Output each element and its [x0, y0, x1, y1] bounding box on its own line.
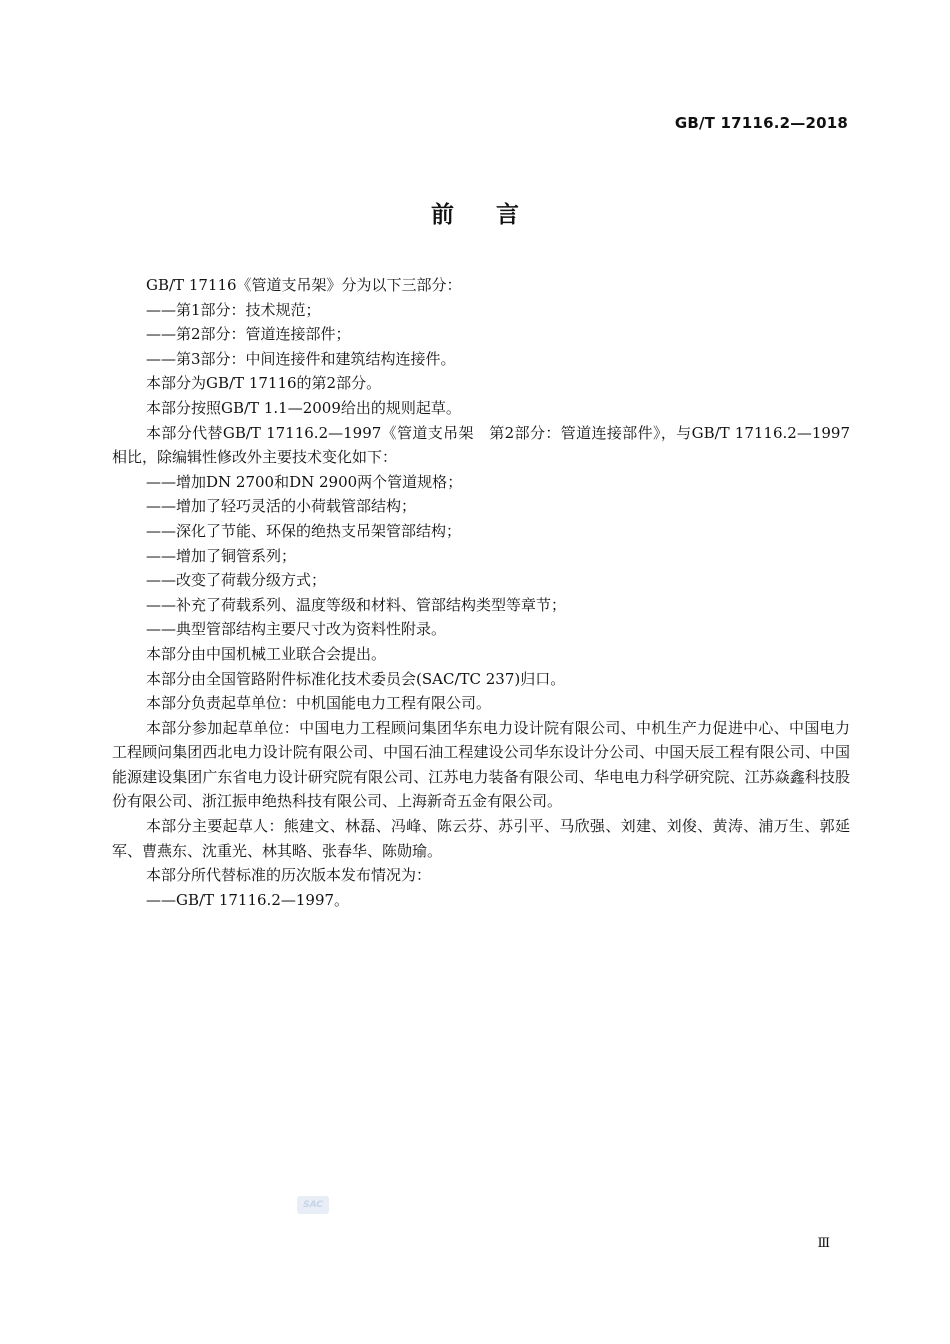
paragraph: 本部分由中国机械工业联合会提出。	[146, 644, 387, 663]
page-title: 前言	[431, 202, 561, 228]
page-number: Ⅲ	[817, 1236, 830, 1251]
list-item: ——第1部分：技术规范；	[146, 300, 321, 319]
sac-watermark-logo: SAC	[297, 1196, 329, 1214]
list-item: ——第3部分：中间连接件和建筑结构连接件。	[146, 349, 456, 368]
paragraph: 本部分主要起草人：熊建文、林磊、冯峰、陈云芬、苏引平、马欣强、刘建、刘俊、黄涛、浦万生、郭延军、曹燕东、沈重光、林其略、张春华、陈勋瑜。	[112, 817, 850, 860]
list-item: ——增加了轻巧灵活的小荷载管部结构；	[146, 497, 417, 516]
list-item: ——增加了铜管系列；	[146, 546, 297, 565]
paragraph: 本部分所代替标准的历次版本发布情况为：	[146, 866, 432, 885]
paragraph: 本部分代替GB/T 17116.2—1997《管道支吊架 第2部分：管道连接部件》，与GB/T 17116.2—1997相比，除编辑性修改外主要技术变化如下：	[112, 423, 850, 467]
list-item: ——增加DN 2700和DN 2900两个管道规格；	[146, 472, 463, 491]
paragraph: 本部分由全国管路附件标准化技术委员会(SAC/TC 237)归口。	[146, 669, 566, 688]
list-item: ——第2部分：管道连接部件；	[146, 325, 351, 344]
list-item: ——深化了节能、环保的绝热支吊架管部结构；	[146, 521, 462, 540]
list-item: ——典型管部结构主要尺寸改为资料性附录。	[146, 620, 447, 639]
list-item: ——改变了荷载分级方式；	[146, 571, 327, 590]
paragraph: GB/T 17116《管道支吊架》分为以下三部分：	[146, 276, 462, 294]
foreword-body	[112, 273, 850, 912]
paragraph: 本部分参加起草单位：中国电力工程顾问集团华东电力设计院有限公司、中机生产力促进中心、中国电力工程顾问集团西北电力设计院有限公司、中国石油工程建设公司华东设计分公司、中国天辰工程有限公司、中国能源建设集团广东省电力设计研究院有限公司、江苏电力装备有限公司、华电电力科学研究院、江苏焱鑫科技股份有限公司、浙江振申绝热科技有限公司、上海新奇五金有限公司。	[112, 718, 850, 811]
standard-number: GB/T 17116.2—2018	[674, 114, 848, 132]
list-item: ——GB/T 17116.2—1997。	[146, 890, 350, 909]
paragraph: 本部分按照GB/T 1.1—2009给出的规则起草。	[146, 398, 461, 417]
paragraph: 本部分负责起草单位：中机国能电力工程有限公司。	[146, 694, 492, 713]
paragraph: 本部分为GB/T 17116的第2部分。	[146, 374, 382, 393]
list-item: ——补充了荷载系列、温度等级和材料、管部结构类型等章节；	[146, 595, 567, 614]
